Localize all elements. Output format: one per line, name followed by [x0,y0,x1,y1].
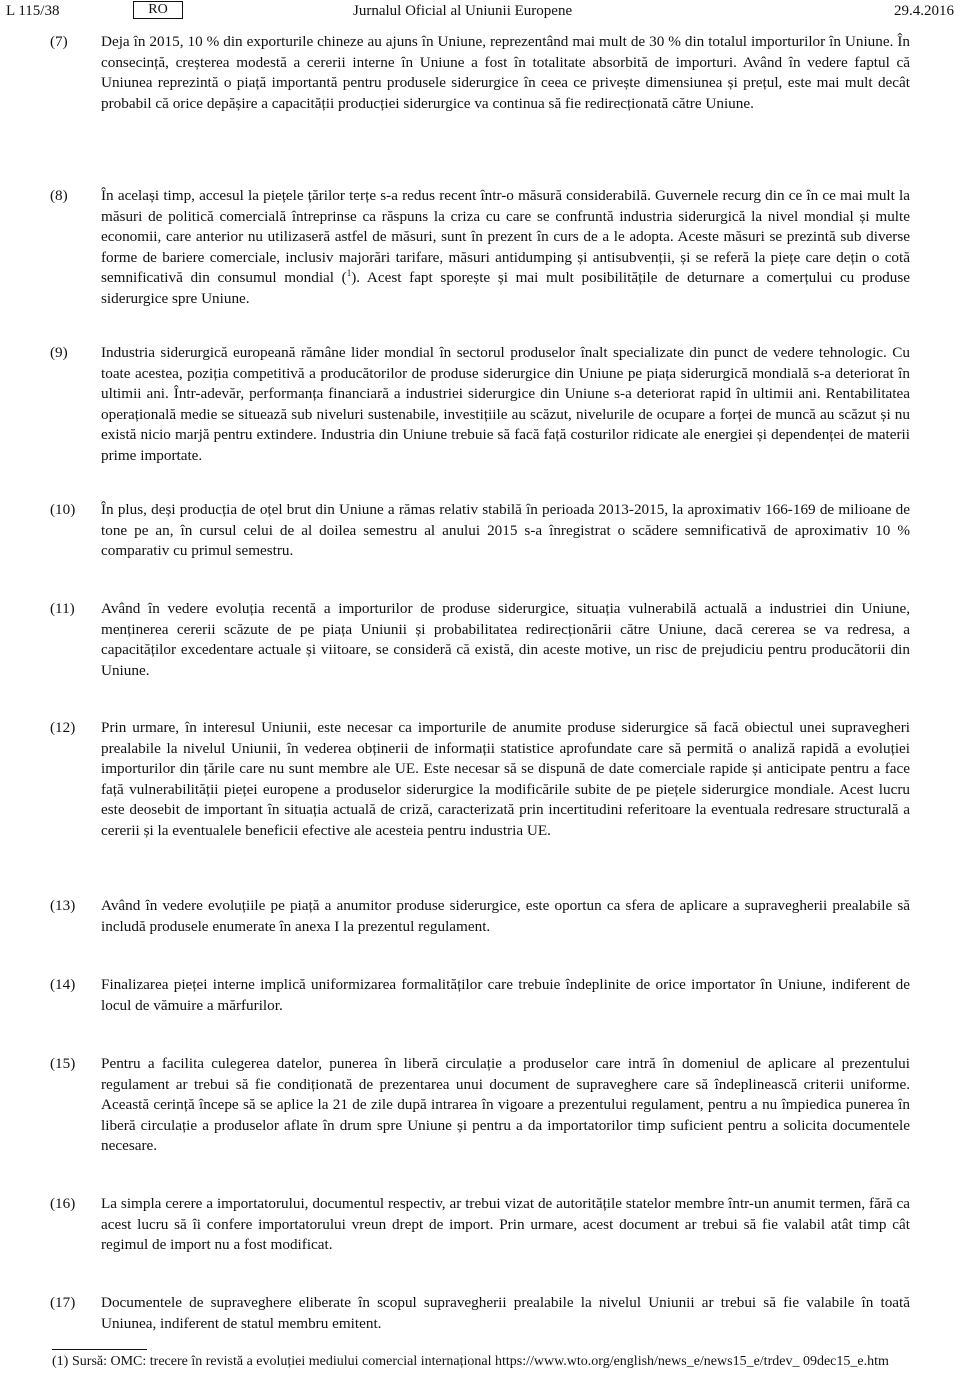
recital-number: (11) [50,600,75,617]
recital-number: (13) [50,897,76,914]
recital-number: (14) [50,976,76,993]
recital-number: (8) [50,187,68,204]
recital-text: Finalizarea pieței interne implică uniformizarea formalităților care trebuie îndeplinite de orice importator în Uniune, indiferent de locul de vămuire a mărfurilor. [101,976,910,1014]
page-reference: L 115/38 [6,3,60,19]
recital-number: (12) [50,719,76,736]
footnote-text[interactable]: Sursă: OMC: trecere în revistă a evoluției mediului comercial internațional https://www.wto.org/english/news_e/news15_e/trdev_ 09dec15_e.htm [72,1354,889,1369]
footnote-divider [52,1349,147,1350]
recital-text: Prin urmare, în interesul Uniunii, este necesar ca importurile de anumite produse siderurgice să facă obiectul unei supravegheri prealabile la nivelul Uniunii, în vederea obținerii de informații statistice aprofundate care să permită o analiză rapidă a evoluției importurilor din țările care nu sunt membre ale UE. Este necesar să se dispună de date comerciale rapide și anticipate pentru a face față vulnerabilității pieței europene a produselor siderurgice la modificările subite de pe piețele siderurgice mondiale. Acest lucru este deosebit de important în situația actuală de criză, caracterizată prin incertitudini referitoare la eventuala redresare structurală a cererii și la eventualele beneficii efective ale acesteia pentru industria UE. [101,719,910,839]
recital-text: În plus, deși producția de oțel brut din Uniune a rămas relativ stabilă în perioada 2013-2015, la aproximativ 166-169 de milioane de tone pe an, în cursul celui de al doilea semestru al anului 2015 s-a înregistrat o scădere semnificativă de aproximativ 10 % comparativ cu primul semestru. [101,501,910,559]
recital-text: La simpla cerere a importatorului, documentul respectiv, ar trebui vizat de autoritățile statelor membre într-un anumit termen, fără ca acest lucru să îi confere importatorului vreun drept de import. Prin urmare, acest document ar trebui să fie valabil atât timp cât regimul de import nu a fost modificat. [101,1195,910,1253]
journal-title: Jurnalul Oficial al Uniunii Europene [353,3,573,19]
recital-number: (7) [50,33,68,50]
recital-text: Industria siderurgică europeană rămâne lider mondial în sectorul produselor înalt specializate din punct de vedere tehnologic. Cu toate acestea, poziția competitivă a producătorilor de produse siderurgice din Uniune pe piața siderurgică mondială s-a deteriorat în ultimii ani. Într-adevăr, performanța financiară a industriei siderurgice din Uniune s-a deteriorat rapid în ultimii ani. Rentabilitatea operațională medie se situează sub niveluri sustenabile, investițiile au scăzut, nivelurile de ocupare a forței de muncă au scăzut și nu există nicio marjă pentru extindere. Industria din Uniune trebuie să facă față costurilor ridicate ale energiei și dependenței de materii prime importate. [101,344,910,464]
recital-number: (17) [50,1294,76,1311]
recital-text: În același timp, accesul la piețele țărilor terțe s-a redus recent într-o măsură considerabilă. Guvernele recurg din ce în ce mai mult la măsuri de politică comercială întreprinse ca răspuns la criza cu care se confruntă industria siderurgică la nivel mondial și multe economii, care anterior nu utilizaseră astfel de măsuri, sunt în prezent în curs de a le adopta. Aceste măsuri se prezintă sub diverse forme de bariere comerciale, inclusiv majorări tarifare, măsuri antidumping și antisubvenții, și se referă la piețe care dețin o cotă semnificativă din consumul mondial ($^1$). Acest fapt sporește și mai mult posibilitățile de deturnare a comerțului cu produse siderurgice spre Uniune. [101,187,911,307]
footnote-mark: (1) [52,1354,69,1369]
page-header [0,0,960,22]
language-badge: RO [133,1,183,19]
recital-text: Pentru a facilita culegerea datelor, punerea în liberă circulație a produselor care intră în domeniul de aplicare al prezentului regulament ar trebui să fie condiționată de prezentarea unui document de supraveghere care să îndeplinească criterii uniforme. Această cerință începe să se aplice la 21 de zile după intrarea în vigoare a prezentului regulament, pentru a nu împiedica punerea în liberă circulație a produselor aflate în drum spre Uniune și pentru a da importatorilor timp suficient pentru a solicita documentele necesare. [101,1055,910,1154]
publication-date: 29.4.2016 [894,3,954,19]
recital-text: Având în vedere evoluția recentă a importurilor de produse siderurgice, situația vulnerabilă actuală a industriei din Uniune, menținerea cererii scăzute de pe piața Uniunii și probabilitatea redirecționării către Uniune, dacă cererea se va redresa, a capacităților excedentare actuale și viitoare, se consideră că există, din aceste motive, un risc de prejudiciu pentru producătorii din Uniune. [101,600,910,679]
recital-text: Având în vedere evoluțiile pe piață a anumitor produse siderurgice, este oportun ca sfera de aplicare a supravegherii prealabile să includă produsele enumerate în anexa I la prezentul regulament. [101,897,910,935]
recital-number: (16) [50,1195,76,1212]
recital-text: Deja în 2015, 10 % din exporturile chineze au ajuns în Uniune, reprezentând mai mult de 30 % din totalul importurilor în Uniune. În consecință, creșterea modestă a cererii interne în Uniune a fost în totalitate absorbită de importuri. Având în vedere faptul că Uniunea reprezintă o piață importantă pentru produsele siderurgice în ceea ce privește dimensiunea și prețul, este mai mult decât probabil că orice depășire a capacității producției siderurgice va continua să fie redirecționată către Uniune. [101,33,910,112]
recital-number: (10) [50,501,76,518]
recital-text: Documentele de supraveghere eliberate în scopul supravegherii prealabile la nivelul Uniunii ar trebui să fie valabile în toată Uniunea, indiferent de statul membru emitent. [101,1294,910,1332]
recital-number: (15) [50,1055,76,1072]
footnote-reference[interactable]: 1 [346,267,352,278]
recital-number: (9) [50,344,68,361]
